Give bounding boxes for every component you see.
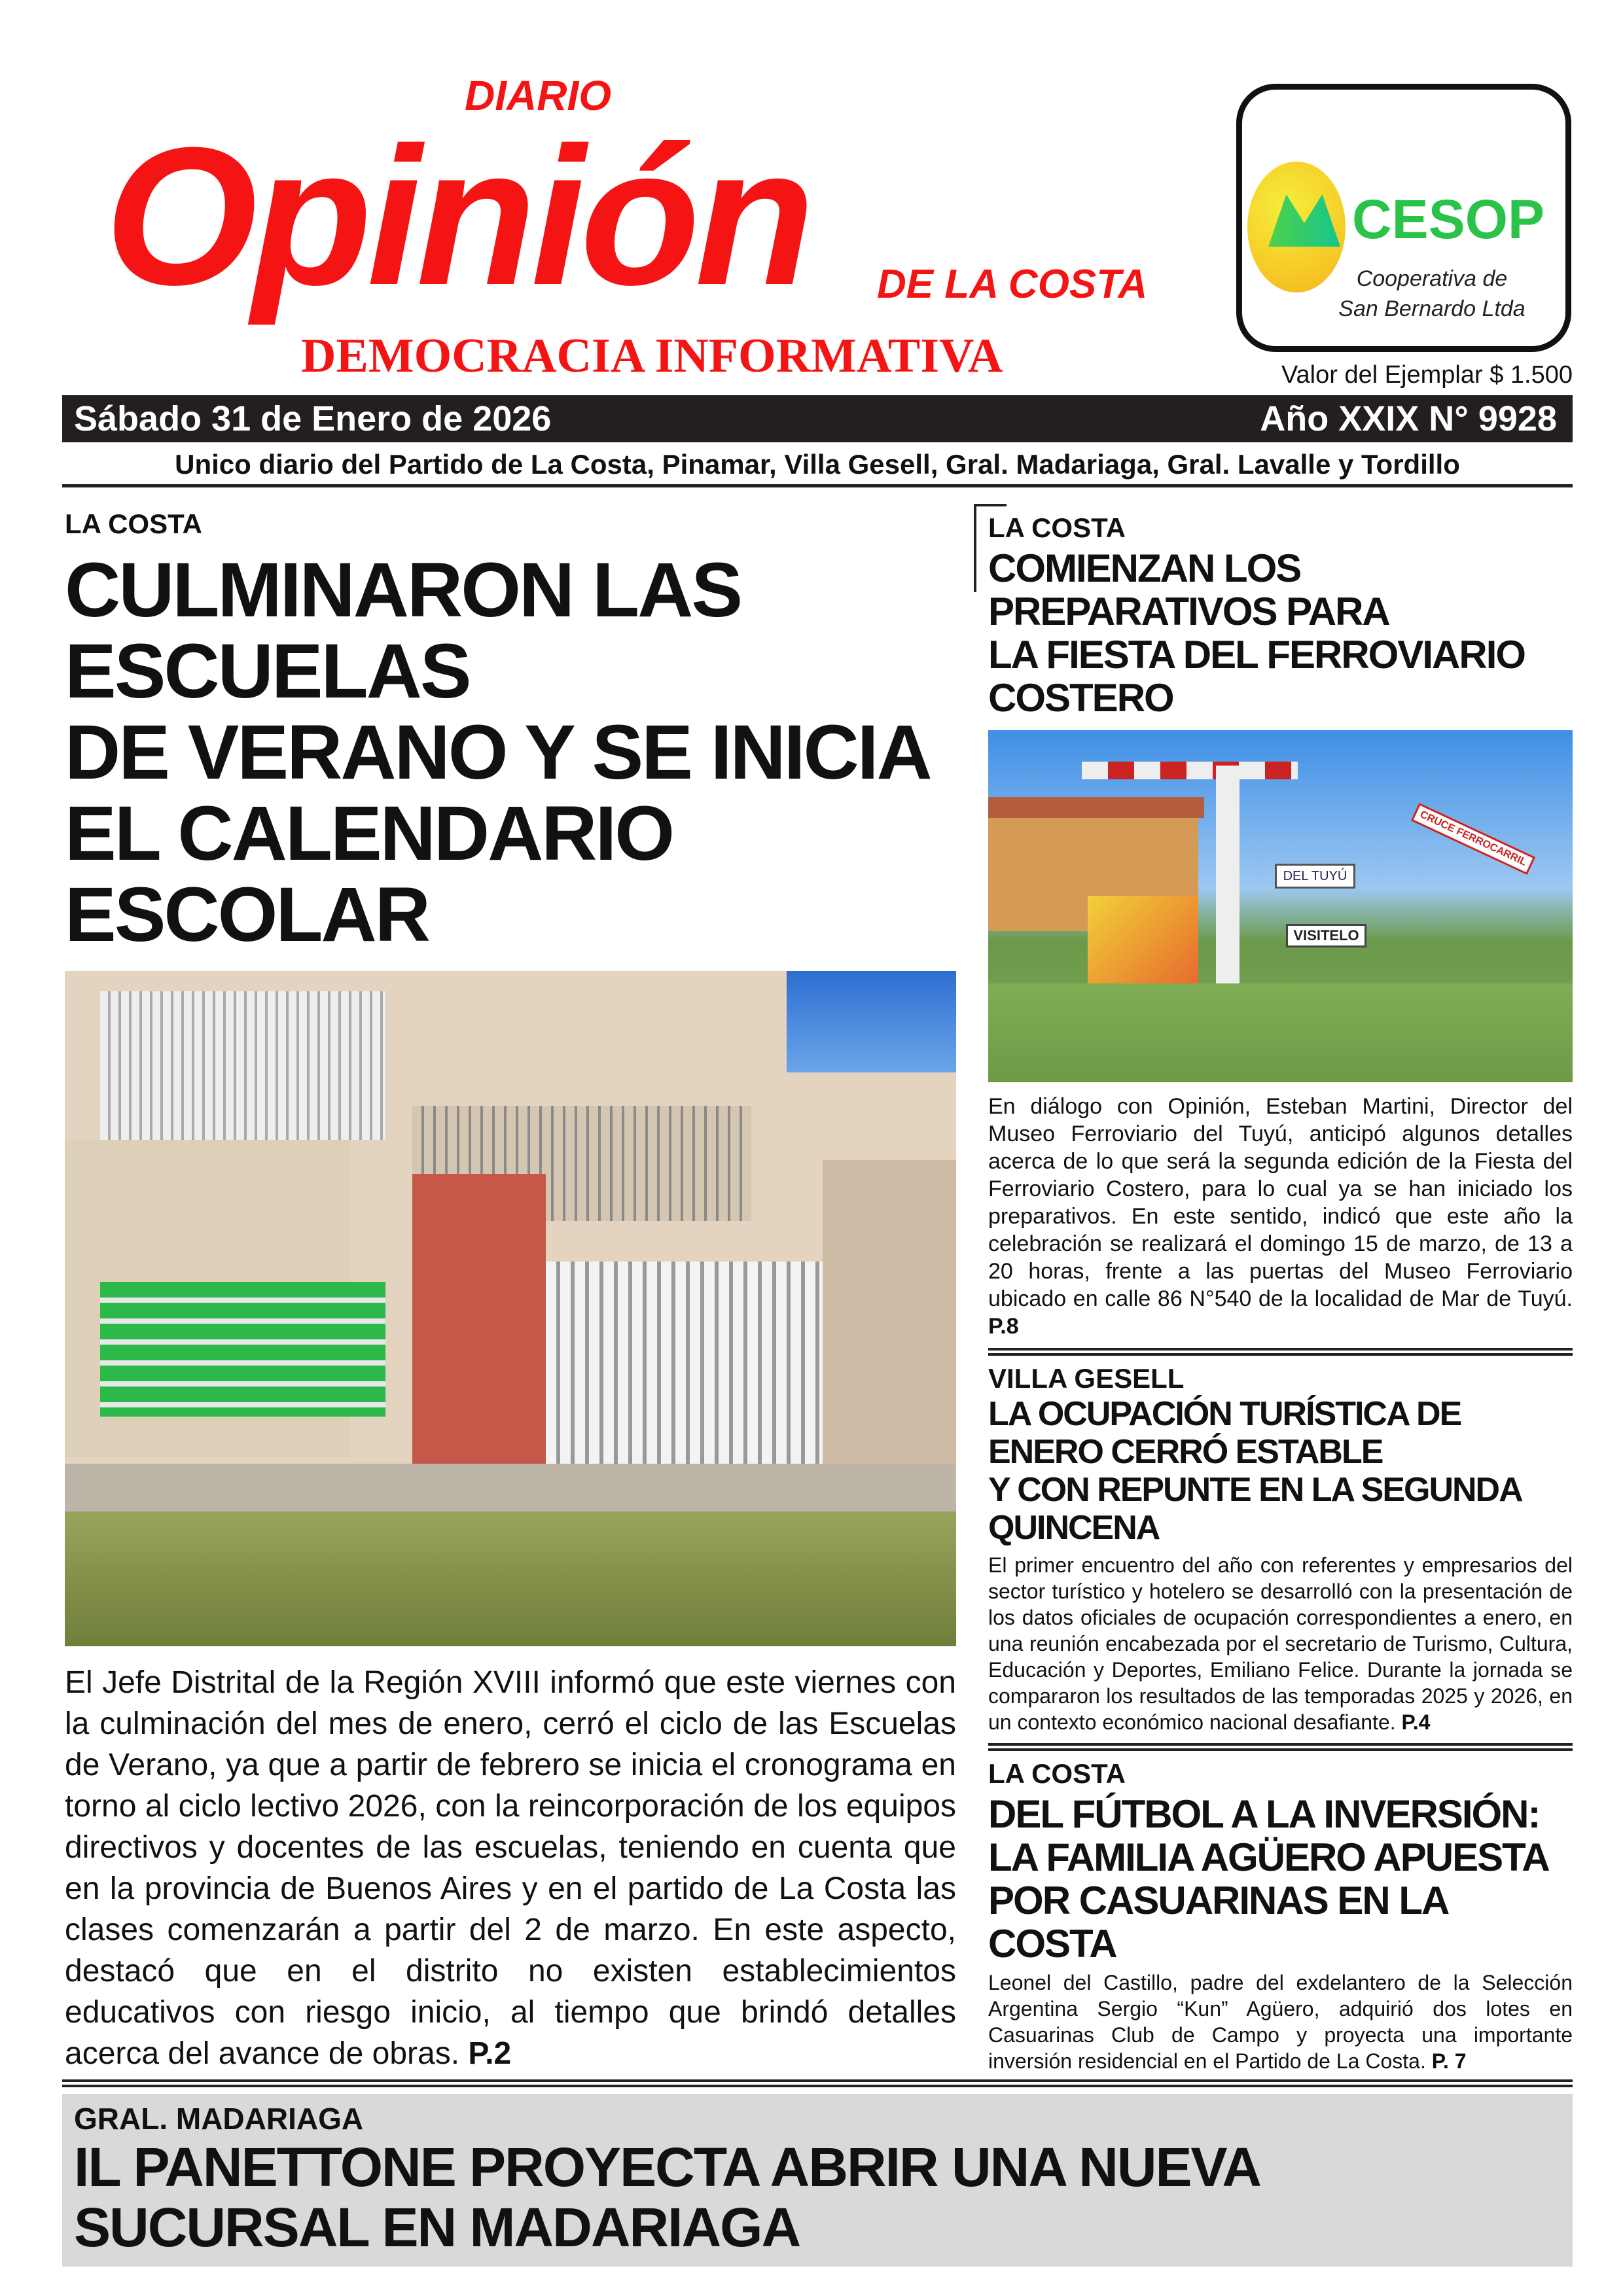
story4-headline-3[interactable]: POR CASUARINAS EN LA COSTA (988, 1879, 1448, 1966)
story-ferroviario[interactable] (988, 512, 1573, 720)
tagline: Unico diario del Partido de La Costa, Pinamar, Villa Gesell, Gral. Madariaga, Gral. Lavalle y Tordillo (62, 448, 1573, 487)
story2-kicker: LA COSTA (988, 512, 1126, 543)
sponsor-line1: Cooperativa de (1356, 266, 1508, 291)
story3-page-ref[interactable]: P.4 (1401, 1710, 1431, 1734)
lead-text: El Jefe Distrital de la Región XVIII informó que este viernes con la culminación del mes de enero, cerró el ciclo de las Escuelas de Verano, ya que a partir de febrero se inicia el cronograma en torno al ciclo lectivo 2026, con la reincorporación de los equipos directivos y docentes de las escuelas, teniendo en cuenta que en la provincia de Buenos Aires y en el partido de La Costa las clases comenzarán a partir del 2 de marzo. En este aspecto, destacó que en el distrito no existen establecimientos educativos con riesgo inicio, al tiempo que brindó detalles acerca del avance de obras. (65, 1665, 956, 2071)
story2-photo-museum (988, 730, 1573, 1082)
lead-page-ref[interactable]: P.2 (468, 2036, 512, 2071)
lead-photo-school (65, 971, 956, 1646)
sponsor-name: CESOP (1352, 188, 1545, 250)
story4-page-ref[interactable]: P. 7 (1431, 2049, 1467, 2073)
story2-text: En diálogo con Opinión, Esteban Martini, Director del Museo Ferroviario del Tuyú, anticipó algunos detalles acerca de lo que será la segunda edición de la Fiesta del Ferroviario Costero, para lo cual ya se han iniciado los preparativos. En este sentido, indicó que este año la celebración se realizará el domingo 15 de marzo, de 13 a 20 horas, frente a las puertas del Museo Ferroviario ubicado en calle 86 N°540 de la localidad de Mar de Tuyú. (988, 1094, 1573, 1311)
date-bar (62, 395, 1573, 442)
masthead-logo (98, 72, 1178, 386)
story2-headline-2[interactable]: LA FIESTA DEL FERROVIARIO COSTERO (988, 633, 1525, 720)
footer-headline[interactable]: IL PANETTONE PROYECTA ABRIR UNA NUEVA SUCURSAL EN MADARIAGA (74, 2136, 1258, 2258)
double-divider (62, 2079, 1573, 2087)
story3-headline-2[interactable]: Y CON REPUNTE EN LA SEGUNDA QUINCENA (988, 1471, 1521, 1547)
crossing-sign: CRUCE FERROCARRIL (1411, 803, 1535, 875)
story2-body (988, 1093, 1573, 1340)
story4-kicker: LA COSTA (988, 1758, 1126, 1789)
footer-kicker: GRAL. MADARIAGA (74, 2102, 364, 2136)
museum-sign: DEL TUYÚ (1275, 864, 1356, 889)
story3-kicker: VILLA GESELL (988, 1363, 1185, 1394)
right-column (988, 512, 1573, 2074)
story-ocupacion[interactable] (988, 1362, 1573, 1735)
story4-headline-2[interactable]: LA FAMILIA AGÜERO APUESTA (988, 1835, 1549, 1879)
logo-diario: DIARIO (465, 72, 611, 119)
logo-subname: DE LA COSTA (877, 262, 1148, 307)
footer-story[interactable] (62, 2094, 1573, 2267)
lead-story[interactable] (65, 508, 956, 2074)
bracket-divider-top (974, 504, 1007, 506)
visit-sign: VISITELO (1286, 924, 1366, 947)
double-divider (988, 1348, 1573, 1356)
lead-headline-2[interactable]: DE VERANO Y SE INICIA (65, 709, 931, 796)
story2-page-ref[interactable]: P.8 (988, 1314, 1019, 1339)
issue-date: Sábado 31 de Enero de 2026 (74, 399, 552, 438)
sponsor-ad (1236, 84, 1571, 352)
story3-text: El primer encuentro del año con referentes y empresarios del sector turístico y hotelero se desarrolló con la presentación de los datos oficiales de ocupación correspondientes a enero, en una reunión encabezada por el secretario de Turismo, Cultura, Educación y Deportes, Emiliano Felice. Durante la jornada se compararon los resultados de las temporadas 2025 y 2026, en un contexto económico nacional desafiante. (988, 1553, 1573, 1734)
story4-text: Leonel del Castillo, padre del exdelantero de la Selección Argentina Sergio “Kun” Agüero, adquirió dos lotes en Casuarinas Club de Campo y proyecta una importante inversión residencial en el Partido de La Costa. (988, 1971, 1573, 2073)
bracket-divider (974, 504, 976, 592)
lead-body (65, 1662, 956, 2074)
lead-headline-3[interactable]: EL CALENDARIO ESCOLAR (65, 790, 673, 958)
issue-number: Año XXIX N° 9928 (1260, 399, 1557, 438)
slogan: DEMOCRACIA INFORMATIVA (301, 329, 1003, 383)
logo-name: Opinión (105, 106, 810, 326)
lead-kicker: LA COSTA (65, 508, 202, 539)
story4-headline-1[interactable]: DEL FÚTBOL A LA INVERSIÓN: (988, 1792, 1540, 1836)
lead-headline-1[interactable]: CULMINARON LAS ESCUELAS (65, 547, 741, 715)
story2-headline-1[interactable]: COMIENZAN LOS PREPARATIVOS PARA (988, 546, 1389, 633)
story-aguero[interactable] (988, 1757, 1573, 2074)
double-divider (988, 1743, 1573, 1751)
story3-headline-1[interactable]: LA OCUPACIÓN TURÍSTICA DE ENERO CERRÓ ESTABLE (988, 1395, 1461, 1471)
price: Valor del Ejemplar $ 1.500 (1281, 361, 1573, 389)
sponsor-line2: San Bernardo Ltda (1338, 296, 1525, 321)
